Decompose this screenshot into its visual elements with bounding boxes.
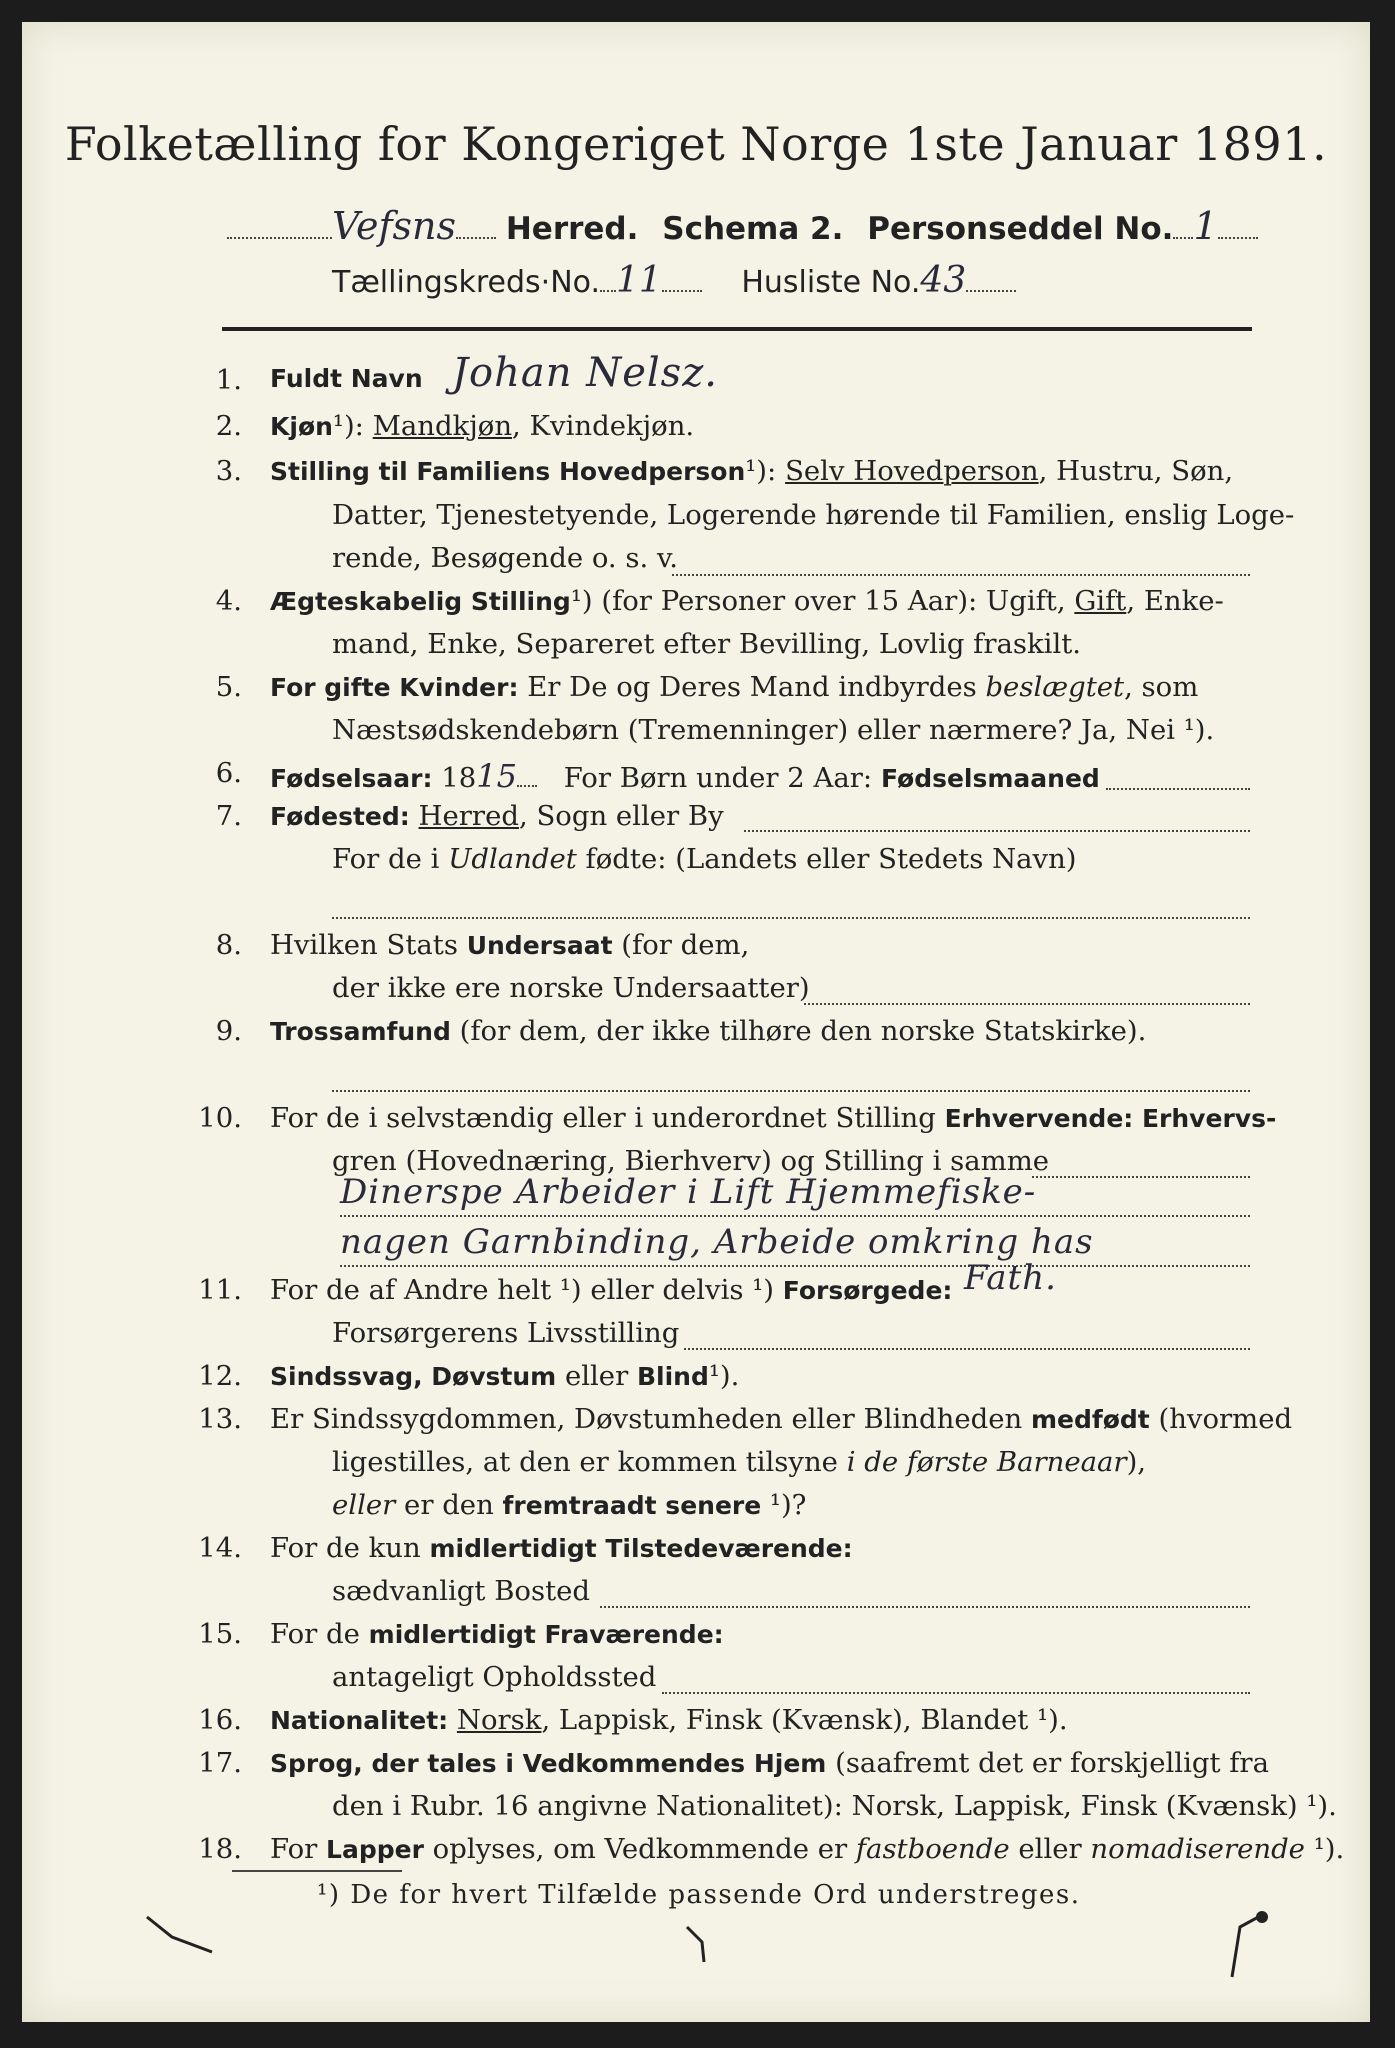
item-7-fill-2 <box>332 917 1250 919</box>
value-occupation-line-2: nagen Garnbinding, Arbeide omkring has <box>340 1222 1094 1262</box>
label-gifte-kvinder: For gifte Kvinder: <box>270 673 519 702</box>
item-9-fill <box>332 1090 1250 1092</box>
label-stilling: Stilling til Familiens Hovedperson <box>270 457 746 486</box>
personseddel-value: 1 <box>1193 204 1218 248</box>
occupation-rule-2 <box>340 1265 1250 1267</box>
label-fuldt-navn: Fuldt Navn <box>270 364 423 393</box>
label-fodselsmaaned: Fødselsmaaned <box>880 764 1100 793</box>
label-lapper: Lapper <box>326 1835 424 1864</box>
header-row-herred <box>227 204 1258 248</box>
item-15-line-2: antageligt Opholdssted <box>332 1661 657 1693</box>
label-sprog: Sprog, der tales i Vedkommendes Hjem <box>270 1749 827 1778</box>
item-5-line-2: Næstsødskendebørn (Tremenninger) eller nærmere? Ja, Nei ¹). <box>332 714 1215 746</box>
value-birth-year: 15 <box>476 757 517 795</box>
header-row-kreds <box>332 260 1016 301</box>
item-13-line-3: eller er den fremtraadt senere ¹)? <box>332 1489 807 1521</box>
label-nationalitet: Nationalitet: <box>270 1706 449 1735</box>
corner-mark-left <box>142 1912 222 1962</box>
option-kvindekjon: , Kvindekjøn. <box>512 410 695 442</box>
kreds-value: 11 <box>616 260 662 301</box>
value-full-name: Johan Nelsz. <box>452 350 718 396</box>
footnote-rule <box>232 1870 402 1872</box>
item-14-fill <box>600 1606 1250 1608</box>
census-form-page: Folketælling for Kongeriget Norge 1ste Januar 1891. Vefsns Herred. Schema 2. Personseddel No. 1 Tællingskreds·No. 11 Husliste No.43 1. Fuldt Navn Johan Nelsz. 2. Kjøn¹): Mandkjøn, Kvindekjøn. 3. Stilling til Familiens Hovedperson¹): Selv Hovedperson, Hustru, Søn, Datter, Tjenestetyende, Logerende hørende til Familien, enslig Loge- rende, Besøgende o. s. v. 4. Ægteskabelig Stilling¹) (for Personer over 15 Aar): Ugift, Gift, Enke- mand, Enke, Separeret efter Bevilling, Lovlig fraskilt. 5. For gifte Kvinder: Er De og Deres Mand indbyrdes beslægtet, som Næstsødskendebørn (Tremenninger) eller nærmere? Ja, Nei ¹). 6. Fødselsaar: 1815 For Børn under 2 Aar: Fødselsmaaned 7. Fødested: Herred, Sogn eller By For de i Udlandet fødte: (Landets eller Stedets Navn) 8. Hvilken Stats Undersaat (for dem, der ikke ere norske Undersaatter) 9. Trossamfund (for dem, der ikke tilhøre den norske Statskirke). 10. For de i selvstændig eller i underordnet Stilling Erhvervende: Erhvervs- gren (Hovednæring, Bierhverv) og Stilling i samme Dinerspe Arbeider i Lift Hjemmefiske- nagen Garnbinding, Arbeide omkring has 11. For de af Andre helt ¹) eller delvis ¹) Forsørgede: Fath. Forsørgerens Livsstilling 12. Sindssvag, Døvstum eller Blind¹). 13. Er Sindssygdommen, Døvstumheden eller Blindheden medfødt (hvormed ligestilles, at den er kommen tilsyne i de første Barneaar), eller er den fremtraadt senere ¹)? 14. For de kun midlertidigt Tilstedeværende: sædvanligt Bosted 15. For de midlertidigt Fraværende: antageligt Opholdssted 16. Nationalitet: Norsk, Lappisk, Finsk (Kvænsk), Blandet ¹). 17. Sprog, der tales i Vedkommendes Hjem (saafremt det er forskjelligt fra den i Rubr. 16 angivne Nationalitet): Norsk, Lappisk, Finsk (Kvænsk) ¹). 18. For Lapper oplyses, om Vedkommende er fastboende eller nomadiserende ¹). ¹) De for hvert Tilfælde passende Ord understreges. <box>22 22 1370 2022</box>
item-6-fill <box>1106 788 1250 790</box>
item-3-line-3: rende, Besøgende o. s. v. <box>332 542 679 574</box>
label-forsorgede: Forsørgede: <box>782 1276 953 1305</box>
item-10-fill <box>1032 1176 1250 1178</box>
item-4-line-2: mand, Enke, Separeret efter Bevilling, Lovlig fraskilt. <box>332 628 1082 660</box>
label-fodested: Fødested: <box>270 802 410 831</box>
corner-mark-center <box>682 1922 722 1972</box>
label-kjon: Kjøn <box>270 412 333 441</box>
value-forsorgede: Fath. <box>964 1258 1057 1298</box>
item-7-line-2: For de i Udlandet fødte: (Landets eller Stedets Navn) <box>332 843 1077 875</box>
item-3-fill <box>672 574 1250 576</box>
label-fravaerende: midlertidigt Fraværende: <box>368 1620 724 1649</box>
form-title: Folketælling for Kongeriget Norge 1ste Januar 1891. <box>64 117 1328 171</box>
item-7-fill <box>744 830 1250 832</box>
option-selv-hovedperson: Selv Hovedperson <box>785 455 1039 487</box>
option-norsk: Norsk <box>456 1704 542 1736</box>
footnote: ¹) De for hvert Tilfælde passende Ord understreges. <box>317 1880 1081 1910</box>
label-fremtraadt: fremtraadt senere <box>502 1491 762 1520</box>
item-11-line-2: Forsørgerens Livsstilling <box>332 1317 680 1349</box>
label-medfodt: medfødt <box>1030 1405 1150 1434</box>
husliste-value: 43 <box>920 260 967 301</box>
corner-mark-right <box>1222 1907 1282 1987</box>
label-trossamfund: Trossamfund <box>270 1017 451 1046</box>
header-rule <box>222 327 1252 331</box>
occupation-rule-1 <box>340 1215 1250 1217</box>
item-17-line-2: den i Rubr. 16 angivne Nationalitet): Norsk, Lappisk, Finsk (Kvænsk) ¹). <box>332 1790 1337 1822</box>
option-gift: Gift <box>1074 585 1127 617</box>
schema-label: Schema 2. <box>662 211 844 247</box>
herred-label: Herred. <box>505 211 639 247</box>
item-11-fill <box>684 1348 1250 1350</box>
item-3-line-2: Datter, Tjenestetyende, Logerende hørende til Familien, enslig Loge- <box>332 499 1295 531</box>
option-herred: Herred <box>418 800 519 832</box>
label-aegteskabelig: Ægteskabelig Stilling <box>270 587 571 616</box>
item-8-line-2: der ikke ere norske Undersaatter) <box>332 972 810 1004</box>
label-fodselsaar: Fødselsaar: <box>270 764 433 793</box>
label-tilstedevaerende: midlertidigt Tilstedeværende: <box>429 1534 853 1563</box>
husliste-label: Husliste No. <box>741 265 921 300</box>
item-14-line-2: sædvanligt Bosted <box>332 1575 591 1607</box>
value-occupation-line-1: Dinerspe Arbeider i Lift Hjemmefiske- <box>340 1172 1037 1212</box>
label-blind: Blind <box>636 1362 709 1391</box>
label-erhvervende: Erhvervende: Erhvervs- <box>944 1104 1277 1133</box>
item-13-line-2: ligestilles, at den er kommen tilsyne i de første Barneaar), <box>332 1446 1147 1478</box>
item-10-line-2: gren (Hovednæring, Bierhverv) og Stilling i samme <box>332 1145 1050 1177</box>
item-8-fill <box>804 1003 1250 1005</box>
herred-value: Vefsns <box>332 204 456 248</box>
item-15-fill <box>662 1692 1250 1694</box>
option-mandkjon: Mandkjøn <box>372 410 513 442</box>
kreds-label: Tællingskreds·No. <box>332 265 600 300</box>
label-sindssvag: Sindssvag, Døvstum <box>270 1362 557 1391</box>
label-undersaat: Undersaat <box>466 931 613 960</box>
personseddel-label: Personseddel No. <box>867 211 1174 247</box>
